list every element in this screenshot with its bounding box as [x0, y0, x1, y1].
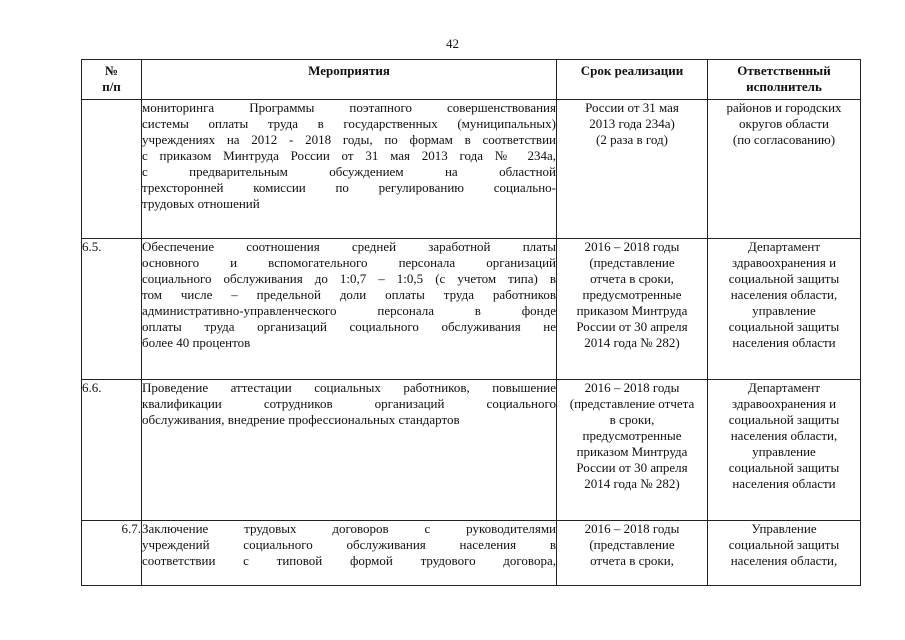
term-cell: 2016 – 2018 годы (представление отчета в сроки, [557, 521, 708, 586]
event-line: обслуживания, внедрение профессиональных стандартов [142, 412, 460, 427]
event-cell [142, 239, 557, 380]
row-number: 6.7. [82, 521, 142, 586]
event-cell [142, 521, 557, 586]
table-header-row [82, 60, 861, 100]
header-event: Мероприятия [142, 60, 557, 100]
header-resp: Ответственный исполнитель [708, 60, 861, 100]
event-line: с приказом Минтруда России от 31 мая 2013 года № 234а, [142, 148, 556, 163]
table-row [82, 380, 861, 521]
event-cell [142, 100, 557, 239]
term-cell: 2016 – 2018 годы (представление отчета в сроки, предусмотренные приказом Минтруда России от 30 апреля 2014 года № 282) [557, 239, 708, 380]
term-cell: России от 31 мая 2013 года 234а) (2 раза в год) [557, 100, 708, 239]
event-line: том числе – предельной доли оплаты труда работников [142, 287, 556, 302]
event-line: Проведение аттестации социальных работников, повышение [142, 380, 556, 395]
table-row [82, 521, 861, 586]
event-line: трудовых отношений [142, 196, 260, 211]
table-row [82, 239, 861, 380]
event-line: Заключение трудовых договоров с руководителями [142, 521, 556, 536]
event-line: оплаты труда организаций социального обслуживания не [142, 319, 556, 334]
event-line: учреждениях на 2012 - 2018 годы, по формам в соответствии [142, 132, 556, 147]
event-line: квалификации сотрудников организаций социального [142, 396, 556, 411]
row-number: 6.5. [82, 239, 142, 380]
row-number: 6.6. [82, 380, 142, 521]
event-line: системы оплаты труда в государственных (муниципальных) [142, 116, 556, 131]
event-cell [142, 380, 557, 521]
event-line: более 40 процентов [142, 335, 251, 350]
row-number [82, 100, 142, 239]
responsible-cell: районов и городских округов области (по согласованию) [708, 100, 861, 239]
event-line: административно-управленческого персонала в фонде [142, 303, 556, 318]
table-row [82, 100, 861, 239]
term-cell: 2016 – 2018 годы (представление отчета в сроки, предусмотренные приказом Минтруда России от 30 апреля 2014 года № 282) [557, 380, 708, 521]
header-num: № п/п [82, 60, 142, 100]
responsible-cell: Департамент здравоохранения и социальной защиты населения области, управление социальной защиты населения области [708, 239, 861, 380]
header-term: Срок реализации [557, 60, 708, 100]
event-line: трехсторонней комиссии по регулированию социально- [142, 180, 556, 195]
event-line: Обеспечение соотношения средней заработной платы [142, 239, 556, 254]
page-number: 42 [446, 36, 459, 51]
responsible-cell: Департамент здравоохранения и социальной защиты населения области, управление социальной защиты населения области [708, 380, 861, 521]
event-line: учреждений социального обслуживания населения в [142, 537, 556, 552]
event-line: с предварительным обсуждением на областной [142, 164, 556, 179]
event-line: соответствии с типовой формой трудового договора, [142, 553, 556, 568]
event-line: социального обслуживания до 1:0,7 – 1:0,5 (с учетом типа) в [142, 271, 556, 286]
measures-table [81, 59, 861, 586]
event-line: мониторинга Программы поэтапного совершенствования [142, 100, 556, 115]
event-line: основного и вспомогательного персонала организаций [142, 255, 556, 270]
responsible-cell: Управление социальной защиты населения области, [708, 521, 861, 586]
